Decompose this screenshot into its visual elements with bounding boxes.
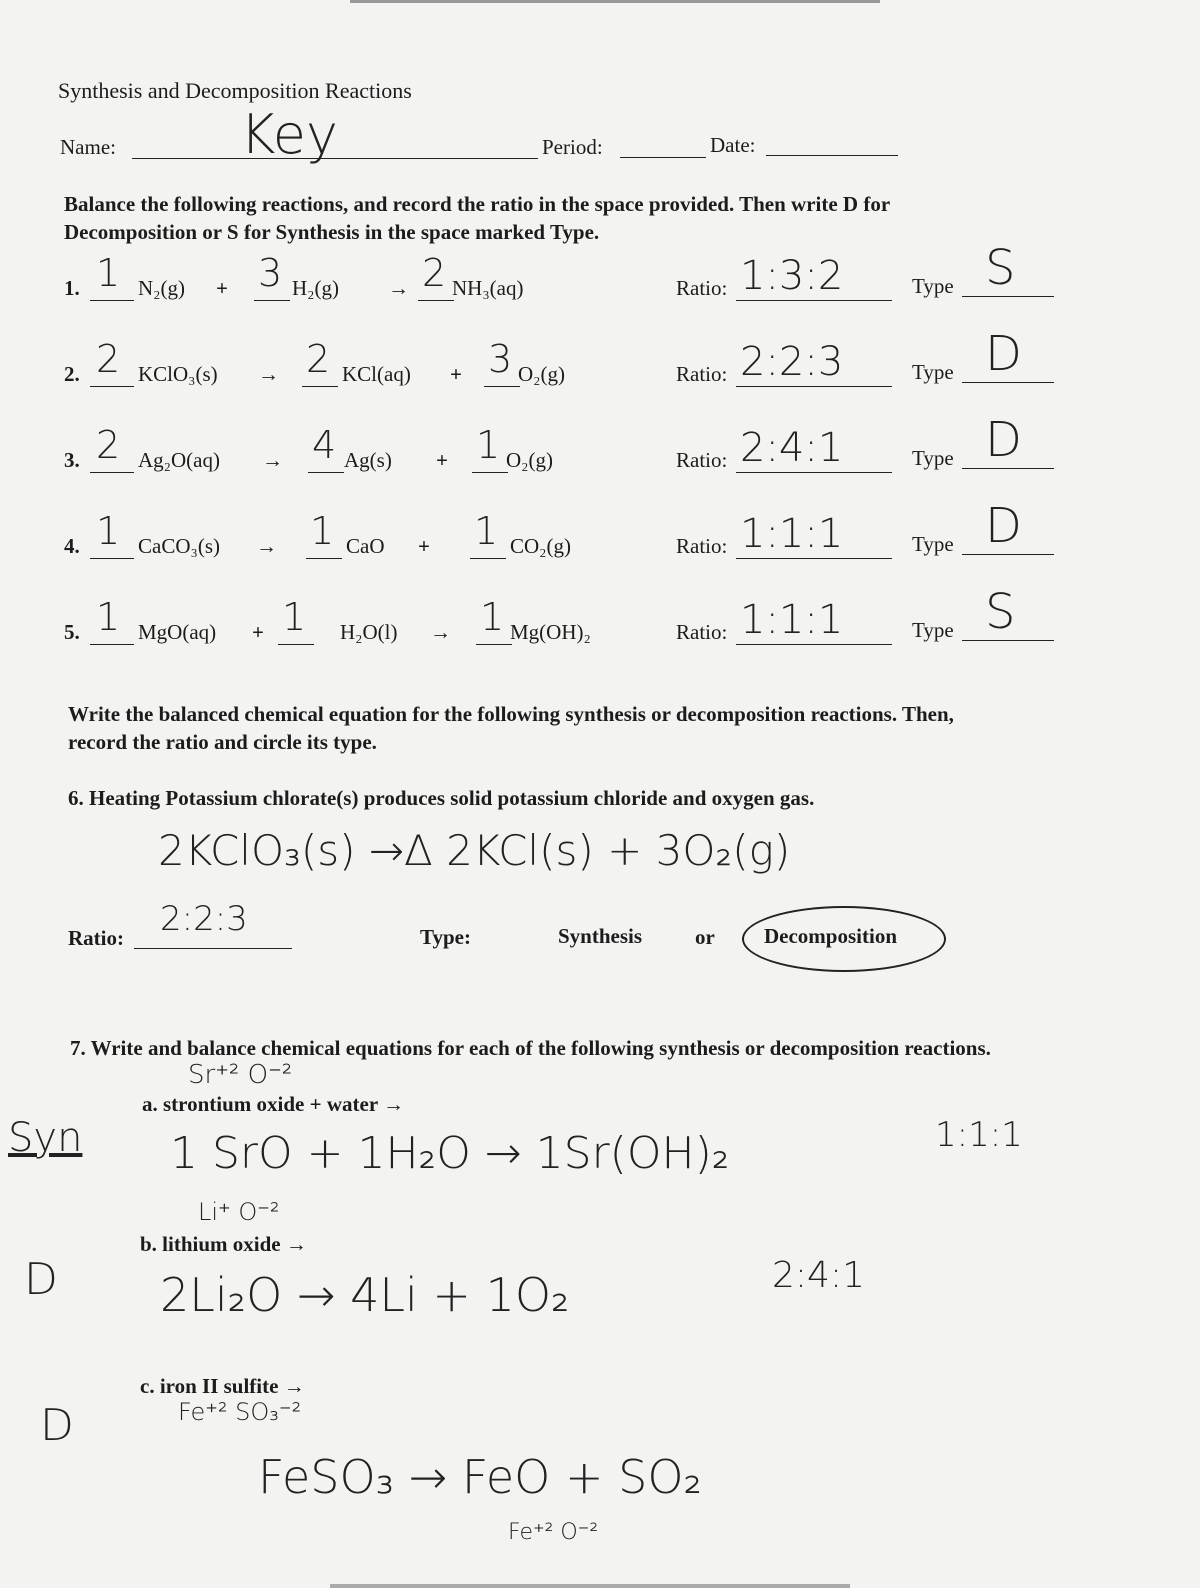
- section1-instruction-2: Decomposition or S for Synthesis in the space marked Type.: [64, 220, 600, 244]
- name-label: Name:: [60, 135, 116, 159]
- coefficient-blank: [476, 644, 512, 645]
- coefficient-blank: [484, 386, 520, 387]
- formula-2: CaO: [346, 534, 385, 558]
- coefficient-blank: [302, 386, 338, 387]
- coefficient-1: 1: [96, 595, 121, 639]
- coefficient-blank: [470, 558, 506, 559]
- q7a-type: Syn: [8, 1115, 83, 1161]
- q7a-ratio: 1:1:1: [935, 1115, 1023, 1155]
- operator-1: +: [252, 620, 264, 644]
- coefficient-2: 4: [312, 423, 337, 467]
- coefficient-blank: [90, 300, 134, 301]
- section2-instruction-2: record the ratio and circle its type.: [68, 730, 377, 754]
- q6-ratio-blank: [134, 948, 292, 949]
- question-7: 7. Write and balance chemical equations for each of the following synthesis or decomposition reactions.: [70, 1036, 991, 1060]
- formula-1: KClO₃(s): [138, 362, 218, 386]
- coefficient-2: 3: [258, 251, 283, 295]
- period-label: Period:: [542, 135, 603, 159]
- q7c-type: D: [40, 1400, 74, 1451]
- q7c-ion-note: Fe⁺² SO₃⁻²: [178, 1398, 302, 1426]
- coefficient-2: 1: [310, 509, 335, 553]
- q6-option-synthesis: Synthesis: [558, 924, 643, 948]
- ratio-label: Ratio:: [676, 448, 728, 472]
- type-blank: [962, 296, 1054, 297]
- formula-2: H₂(g): [292, 276, 339, 300]
- ratio-blank: [736, 386, 892, 387]
- q6-ratio-label: Ratio:: [68, 926, 124, 950]
- ratio-value: 1:1:1: [740, 597, 844, 643]
- formula-3: O₂(g): [506, 448, 553, 472]
- coefficient-3: 1: [480, 595, 505, 639]
- formula-2: Ag(s): [344, 448, 392, 472]
- q7a-ion-note: Sr⁺² O⁻²: [188, 1060, 293, 1090]
- question-6: 6. Heating Potassium chlorate(s) produces solid potassium chloride and oxygen gas.: [68, 786, 815, 810]
- coefficient-blank: [254, 300, 290, 301]
- formula-2: H₂O(l): [340, 620, 398, 644]
- ratio-blank: [736, 644, 892, 645]
- q7b-answer: 2Li₂O → 4Li + 1O₂: [160, 1268, 570, 1322]
- q6-ratio-value: 2:2:3: [160, 899, 248, 939]
- operator-1: →: [256, 534, 277, 558]
- type-value: S: [985, 240, 1016, 296]
- type-blank: [962, 640, 1054, 641]
- ratio-value: 2:4:1: [740, 425, 844, 471]
- type-blank: [962, 554, 1054, 555]
- type-value: D: [985, 498, 1022, 554]
- scan-bottom-edge: [330, 1584, 850, 1588]
- type-label: Type: [912, 532, 954, 556]
- q7c-product-note: Fe⁺² O⁻²: [508, 1520, 599, 1545]
- formula-1: MgO(aq): [138, 620, 217, 644]
- ratio-label: Ratio:: [676, 534, 728, 558]
- q7b-label: b. lithium oxide →: [140, 1232, 307, 1256]
- operator-2: →: [388, 276, 409, 300]
- operator-2: →: [430, 620, 451, 644]
- ratio-blank: [736, 472, 892, 473]
- operator-1: →: [262, 448, 283, 472]
- formula-1: N₂(g): [138, 276, 185, 300]
- q7a-label: a. strontium oxide + water →: [142, 1092, 405, 1116]
- type-value: S: [985, 584, 1016, 640]
- question-6-answer: 2KClO₃(s) →Δ 2KCl(s) + 3O₂(g): [158, 826, 791, 875]
- coefficient-blank: [472, 472, 508, 473]
- formula-2: KCl(aq): [342, 362, 411, 386]
- coefficient-3: 1: [476, 423, 501, 467]
- q7c-label: c. iron II sulfite →: [140, 1374, 305, 1398]
- formula-1: CaCO₃(s): [138, 534, 220, 558]
- coefficient-blank: [90, 644, 134, 645]
- coefficient-blank: [90, 386, 134, 387]
- type-label: Type: [912, 360, 954, 384]
- operator-2: +: [436, 448, 448, 472]
- type-blank: [962, 382, 1054, 383]
- section1-instruction-1: Balance the following reactions, and record the ratio in the space provided. Then write D for: [64, 192, 891, 216]
- coefficient-3: 1: [474, 509, 499, 553]
- name-value: Key: [240, 103, 338, 166]
- formula-3: NH₃(aq): [452, 276, 524, 300]
- q7a-answer: 1 SrO + 1H₂O → 1Sr(OH)₂: [170, 1128, 730, 1179]
- problem-number: 3.: [64, 448, 80, 472]
- coefficient-blank: [306, 558, 342, 559]
- ratio-value: 1:3:2: [740, 253, 844, 299]
- operator-2: +: [418, 534, 430, 558]
- problem-number: 2.: [64, 362, 80, 386]
- coefficient-3: 2: [422, 251, 447, 295]
- q7c-answer: FeSO₃ → FeO + SO₂: [258, 1450, 702, 1504]
- type-blank: [962, 468, 1054, 469]
- operator-1: +: [216, 276, 228, 300]
- formula-1: Ag₂O(aq): [138, 448, 220, 472]
- ratio-label: Ratio:: [676, 362, 728, 386]
- type-value: D: [985, 412, 1022, 468]
- coefficient-blank: [90, 558, 134, 559]
- type-label: Type: [912, 618, 954, 642]
- formula-3: O₂(g): [518, 362, 565, 386]
- q6-option-decomposition: Decomposition: [764, 924, 897, 948]
- ratio-label: Ratio:: [676, 276, 728, 300]
- coefficient-2: 2: [306, 337, 331, 381]
- operator-1: →: [258, 362, 279, 386]
- coefficient-1: 2: [96, 337, 121, 381]
- q6-type-label: Type:: [420, 925, 471, 949]
- ratio-label: Ratio:: [676, 620, 728, 644]
- ratio-blank: [736, 300, 892, 301]
- date-label: Date:: [710, 133, 756, 157]
- ratio-blank: [736, 558, 892, 559]
- type-label: Type: [912, 446, 954, 470]
- coefficient-1: 2: [96, 423, 121, 467]
- ratio-value: 2:2:3: [740, 339, 844, 385]
- formula-3: Mg(OH)₂: [510, 620, 591, 644]
- problem-number: 1.: [64, 276, 80, 300]
- q7b-ratio: 2:4:1: [772, 1255, 865, 1296]
- coefficient-2: 1: [282, 595, 307, 639]
- operator-2: +: [450, 362, 462, 386]
- type-label: Type: [912, 274, 954, 298]
- type-value: D: [985, 326, 1022, 382]
- q7b-ion-note: Li⁺ O⁻²: [198, 1198, 280, 1226]
- coefficient-3: 3: [488, 337, 513, 381]
- coefficient-blank: [278, 644, 314, 645]
- q7b-type: D: [24, 1254, 58, 1305]
- coefficient-1: 1: [96, 251, 121, 295]
- q6-option-or: or: [695, 925, 715, 949]
- problem-number: 4.: [64, 534, 80, 558]
- problem-number: 5.: [64, 620, 80, 644]
- section2-instruction-1: Write the balanced chemical equation for the following synthesis or decomposition reactions. Then,: [68, 702, 954, 726]
- scan-top-edge: [350, 0, 880, 3]
- coefficient-blank: [308, 472, 344, 473]
- page-title: Synthesis and Decomposition Reactions: [58, 78, 412, 103]
- coefficient-blank: [418, 300, 454, 301]
- coefficient-blank: [90, 472, 134, 473]
- ratio-value: 1:1:1: [740, 511, 844, 557]
- coefficient-1: 1: [96, 509, 121, 553]
- formula-3: CO₂(g): [510, 534, 571, 558]
- date-blank: [766, 155, 898, 156]
- period-blank: [620, 157, 706, 158]
